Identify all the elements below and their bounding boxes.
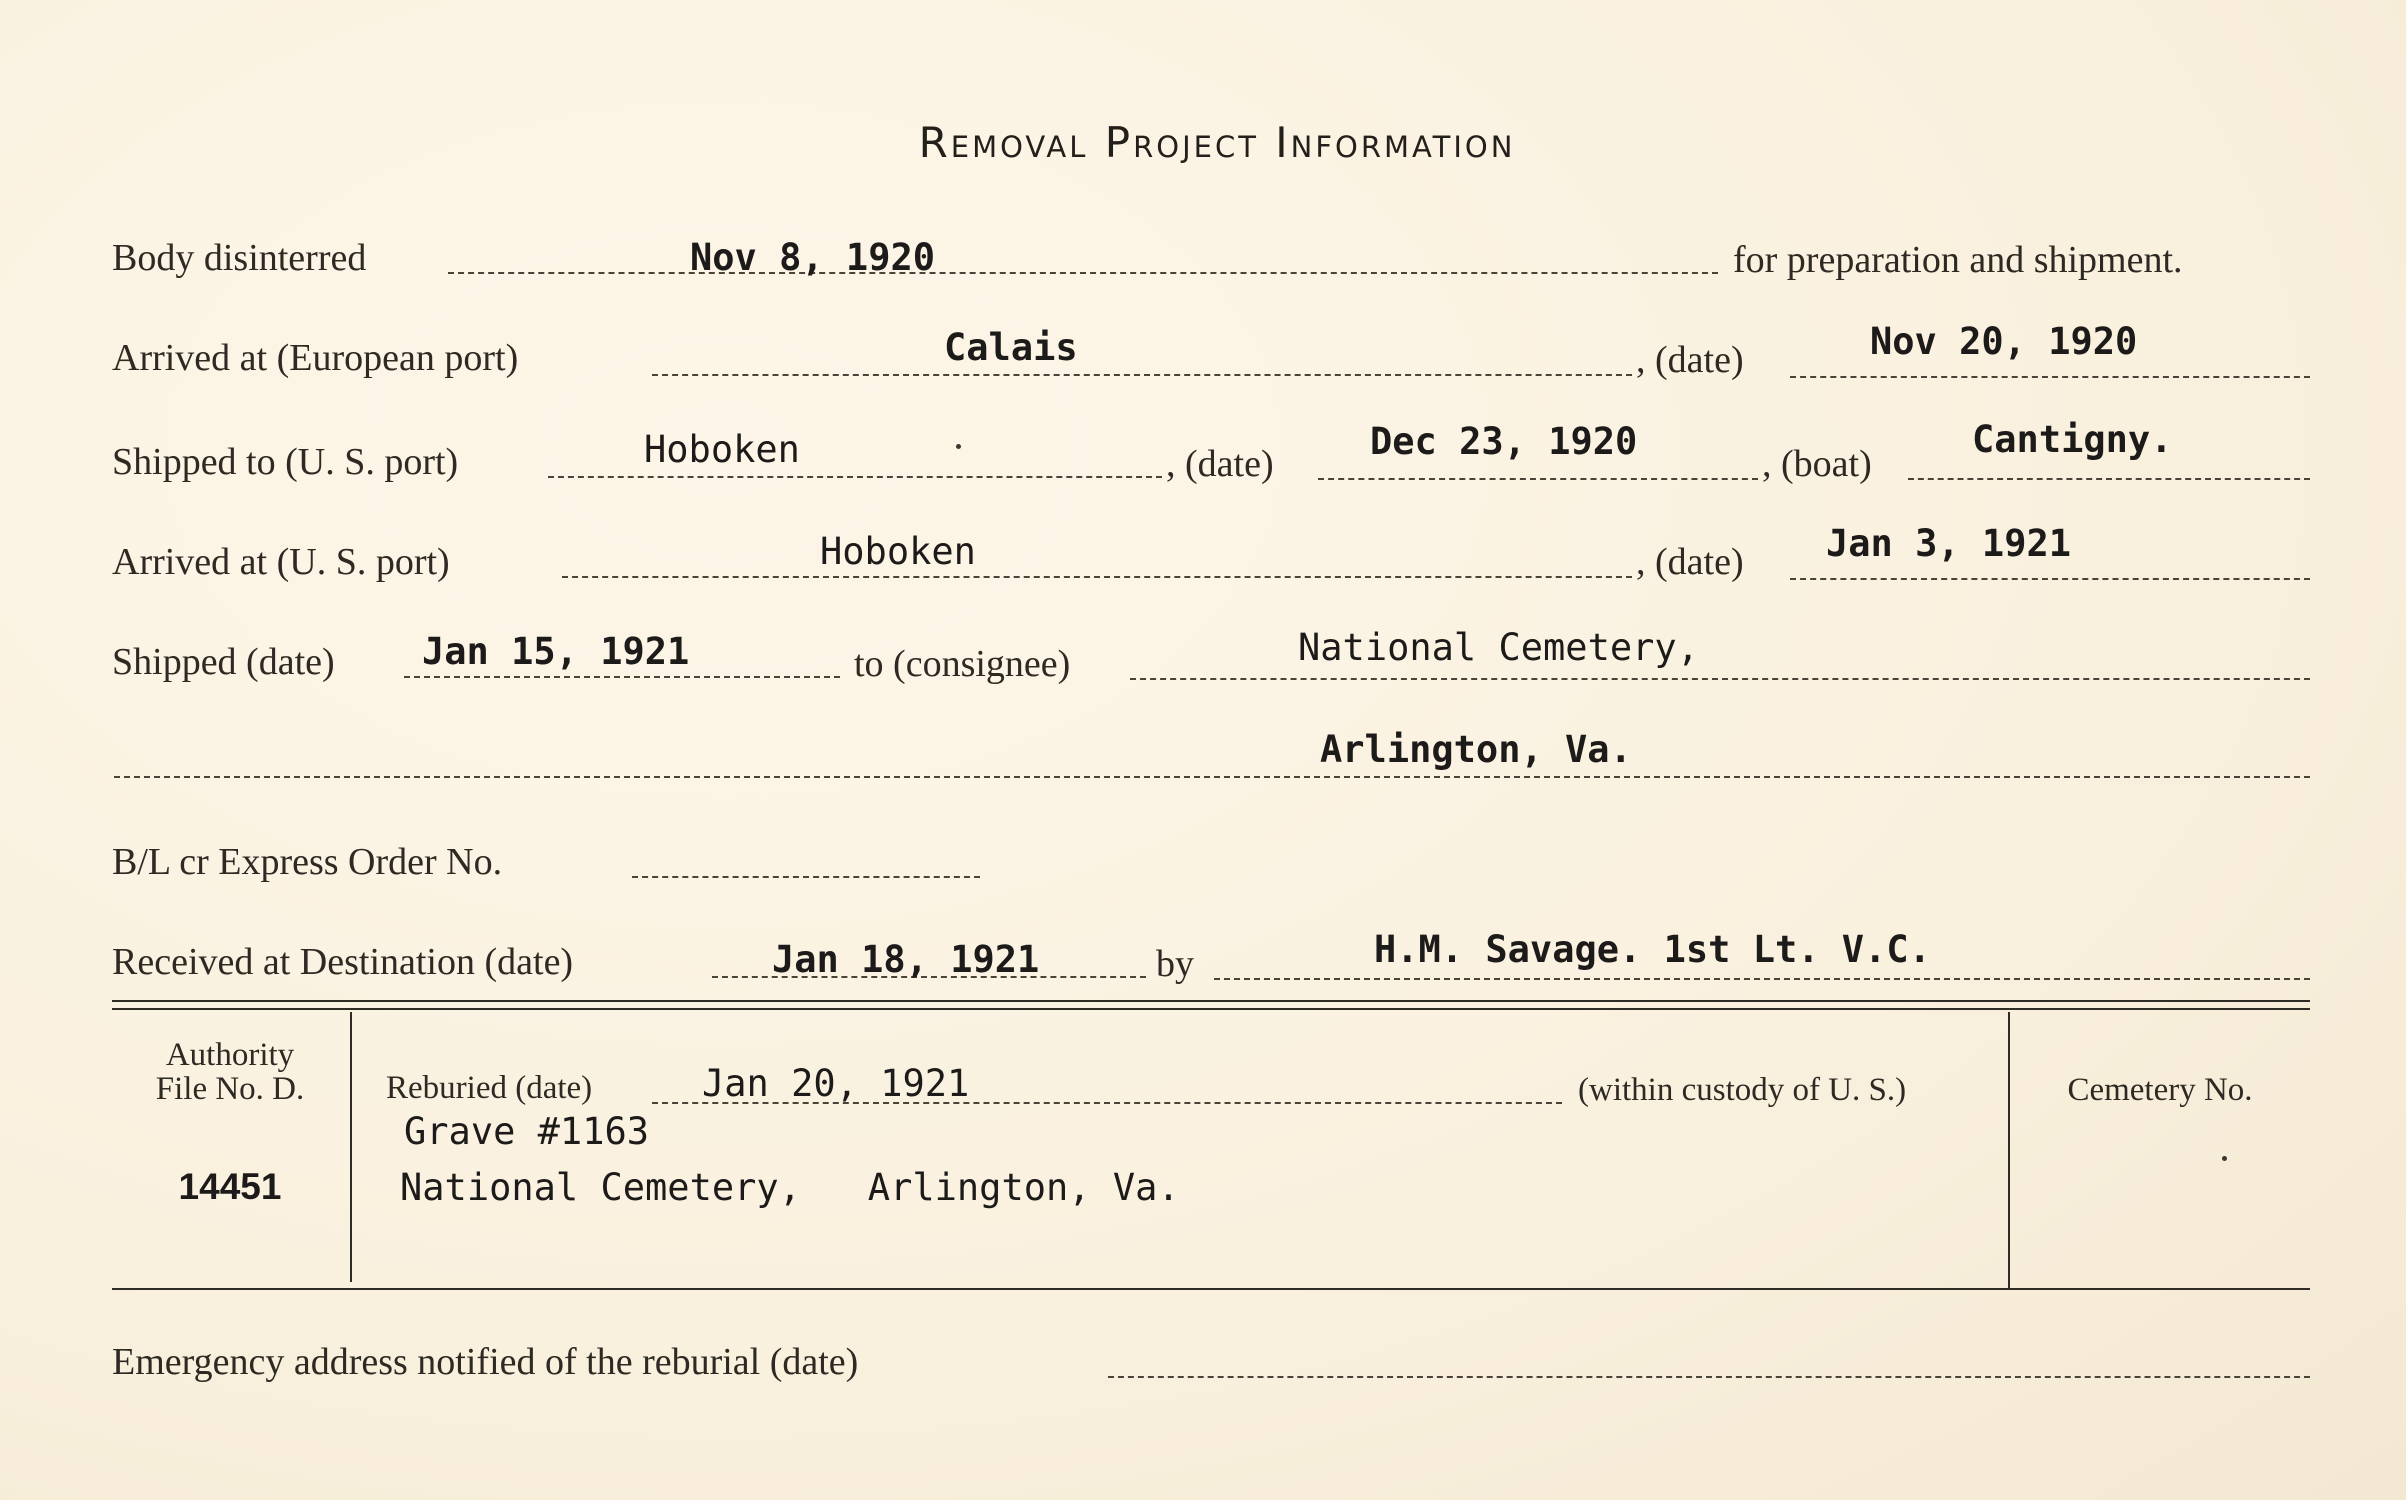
received-by-value: H.M. Savage. 1st Lt. V.C.: [1374, 928, 1931, 971]
shipped-us-value: Hoboken: [644, 428, 800, 471]
arrived-us-line: [562, 576, 1632, 578]
shipped-date-value: Jan 15, 1921: [422, 630, 690, 673]
ink-speck-2: [2222, 1156, 2227, 1161]
box-divider-left: [350, 1012, 352, 1282]
shipped-us-boat-label: , (boat): [1762, 443, 1872, 485]
received-value: Jan 18, 1921: [772, 938, 1040, 981]
arrived-us-date-label: , (date): [1636, 541, 1744, 583]
received-label: Received at Destination (date): [112, 941, 574, 983]
shipped-us-boat-value: Cantigny.: [1972, 418, 2173, 461]
consignee-line-2: [114, 776, 2310, 778]
bl-order-line: [632, 876, 980, 878]
shipped-date-label: Shipped (date): [112, 641, 335, 683]
consignee-line: [1130, 678, 2310, 680]
emergency-label: Emergency address notified of the reburial (date): [112, 1341, 859, 1383]
reburied-value: Jan 20, 1921: [702, 1062, 970, 1105]
shipped-us-date-label: , (date): [1166, 443, 1274, 485]
shipped-date-line: [404, 676, 840, 678]
arrived-european-date-label: , (date): [1636, 339, 1744, 381]
grave-number: Grave #1163: [404, 1110, 650, 1153]
consignee-line1: National Cemetery,: [1298, 626, 1699, 669]
shipped-us-line: [548, 476, 1162, 478]
arrived-european-date-line: [1790, 376, 2310, 378]
box-divider-right: [2008, 1012, 2010, 1288]
arrived-european-line: [652, 374, 1632, 376]
ink-speck: [956, 444, 961, 449]
separator-top-second: [112, 1008, 2310, 1010]
authority-label: [112, 1038, 348, 1106]
emergency-line: [1108, 1376, 2310, 1378]
arrived-us-value: Hoboken: [820, 530, 976, 573]
custody-label: (within custody of U. S.): [1578, 1072, 1907, 1108]
authority-label-line1: Authority: [165, 1037, 295, 1073]
authority-file-number: 14451: [178, 1166, 282, 1207]
shipped-us-label: Shipped to (U. S. port): [112, 441, 459, 483]
received-by-line: [1214, 978, 2310, 980]
arrived-us-label: Arrived at (U. S. port): [112, 541, 450, 583]
body-disinterred-suffix: for preparation and shipment.: [1733, 239, 2183, 281]
body-disinterred-line: [448, 272, 1718, 274]
arrived-european-date-value: Nov 20, 1920: [1870, 320, 2138, 363]
shipped-us-boat-line: [1908, 478, 2310, 480]
reburied-label: Reburied (date): [386, 1070, 593, 1106]
arrived-us-date-value: Jan 3, 1921: [1826, 522, 2072, 565]
shipped-us-date-value: Dec 23, 1920: [1370, 420, 1638, 463]
reburial-location: National Cemetery, Arlington, Va.: [400, 1166, 1180, 1209]
consignee-label: to (consignee): [854, 643, 1071, 685]
bl-order-label: B/L cr Express Order No.: [112, 841, 503, 883]
card-title: Removal Project Information: [918, 118, 1516, 167]
arrived-us-date-line: [1790, 578, 2310, 580]
separator-bottom: [112, 1288, 2310, 1290]
body-disinterred-label: Body disinterred: [112, 237, 367, 279]
received-by-label: by: [1156, 943, 1194, 985]
arrived-european-value: Calais: [944, 326, 1078, 369]
body-disinterred-value: Nov 8, 1920: [690, 236, 936, 279]
cemetery-no-label: Cemetery No.: [2067, 1072, 2253, 1108]
shipped-us-date-line: [1318, 478, 1758, 480]
arrived-european-label: Arrived at (European port): [112, 337, 519, 379]
separator-top: [112, 1000, 2310, 1002]
authority-label-line2: File No. D.: [155, 1071, 305, 1107]
consignee-line2: Arlington, Va.: [1320, 728, 1632, 771]
